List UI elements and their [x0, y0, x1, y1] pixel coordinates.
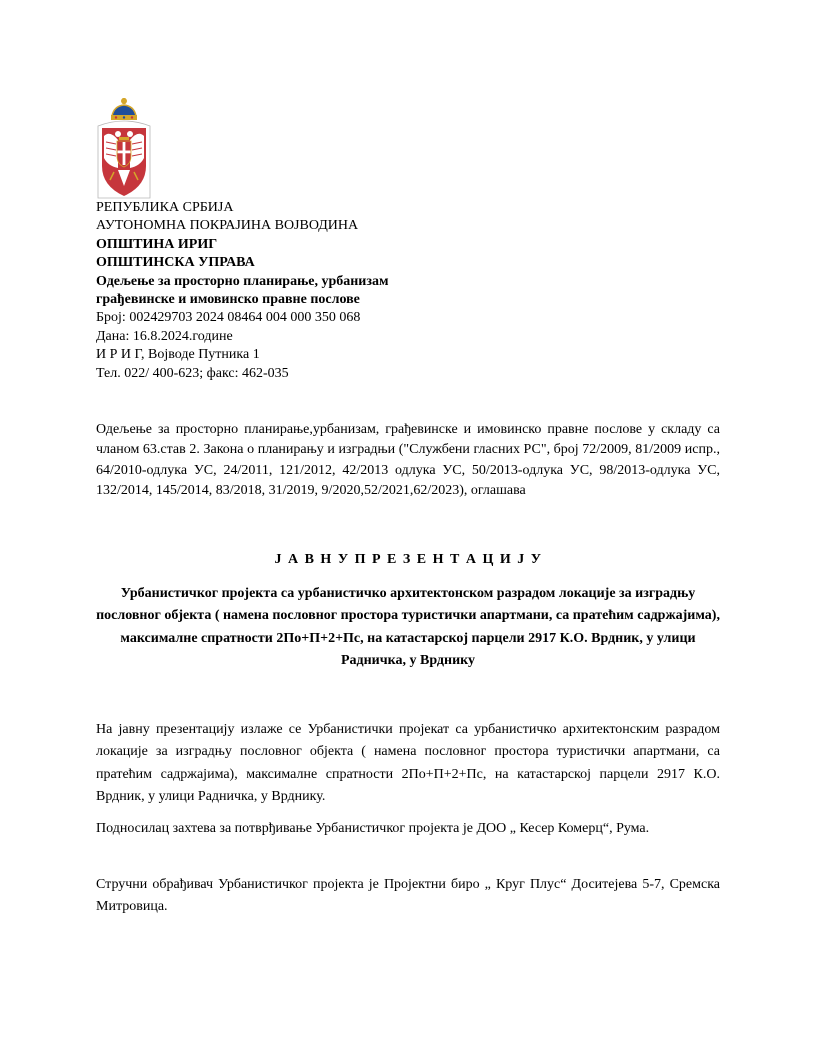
- municipality-name: ОПШТИНА ИРИГ: [96, 236, 218, 252]
- province-name: АУТОНОМНА ПОКРАЈИНА ВОЈВОДИНА: [96, 218, 359, 234]
- intro-paragraph: Одељење за просторно планирање,урбанизам, грађевинске и имовинско правне послове у складу са чланом 63.став 2. Закона о планирању и изградњи ("Службени гласних РС", број 72/2009, 81/2009 испр., 64/2010-одлука УС, 24/2011, 121/2012, 42/2013 одлука УС, 50/2013-одлука УС, 98/2013-одлука УС, 132/2014, 145/2014, 83/2018, 31/2019, 9/2020,52/2021,62/2023), оглашава: [96, 422, 720, 499]
- reference-number: Број: 002429703 2024 08464 004 000 350 068: [96, 310, 361, 326]
- announcement-subject: Урбанистичког пројекта са урбанистичко архитектонском разрадом локације за изградњу пословног објекта ( намена пословног простора туристички апартмани, са пратећим садржајима), максималне спратности 2По+П+2+Пс, на катастарској парцели 2917 К.О. Врдник, у улици Радничка, у Врднику: [96, 586, 720, 668]
- department-line-1: Одељење за просторно планирање, урбанизам: [96, 273, 389, 289]
- office-address: И Р И Г, Војводе Путника 1: [96, 347, 260, 363]
- office-phone: Тел. 022/ 400-623; факс: 462-035: [96, 365, 289, 381]
- republic-name: РЕПУБЛИКА СРБИЈА: [96, 200, 234, 215]
- body-paragraph-applicant: Подносилац захтева за потврђивање Урбанистичког пројекта је ДОО „ Кесер Комерц“, Рума.: [96, 821, 650, 836]
- administration-name: ОПШТИНСКА УПРАВА: [96, 255, 255, 271]
- serbia-coat-of-arms-icon: [96, 96, 152, 199]
- department-line-2: грађевинске и имовинско правне послове: [96, 292, 360, 308]
- body-paragraph-exhibit: На јавну презентацију излаже се Урбанистички пројекат са урбанистичко архитектонским разрадом локације за изградњу пословног објекта ( намена пословног простора туристички апартмани, са пратећим садржајима), максималне спратности 2По+П+2+Пс, на катастарској парцели 2917 К.О. Врдник, у улици Радничка, у Врднику.: [96, 722, 720, 804]
- letterhead: [96, 199, 496, 383]
- document-date: Дана: 16.8.2024.године: [96, 328, 233, 344]
- announcement-title: Ј А В Н У П Р Е З Е Н Т А Ц И Ј У: [274, 552, 542, 567]
- body-paragraph-author: Стручни обрађивач Урбанистичког пројекта је Пројектни биро „ Круг Плус“ Доситејева 5-7, Сремска Митровица.: [96, 877, 720, 915]
